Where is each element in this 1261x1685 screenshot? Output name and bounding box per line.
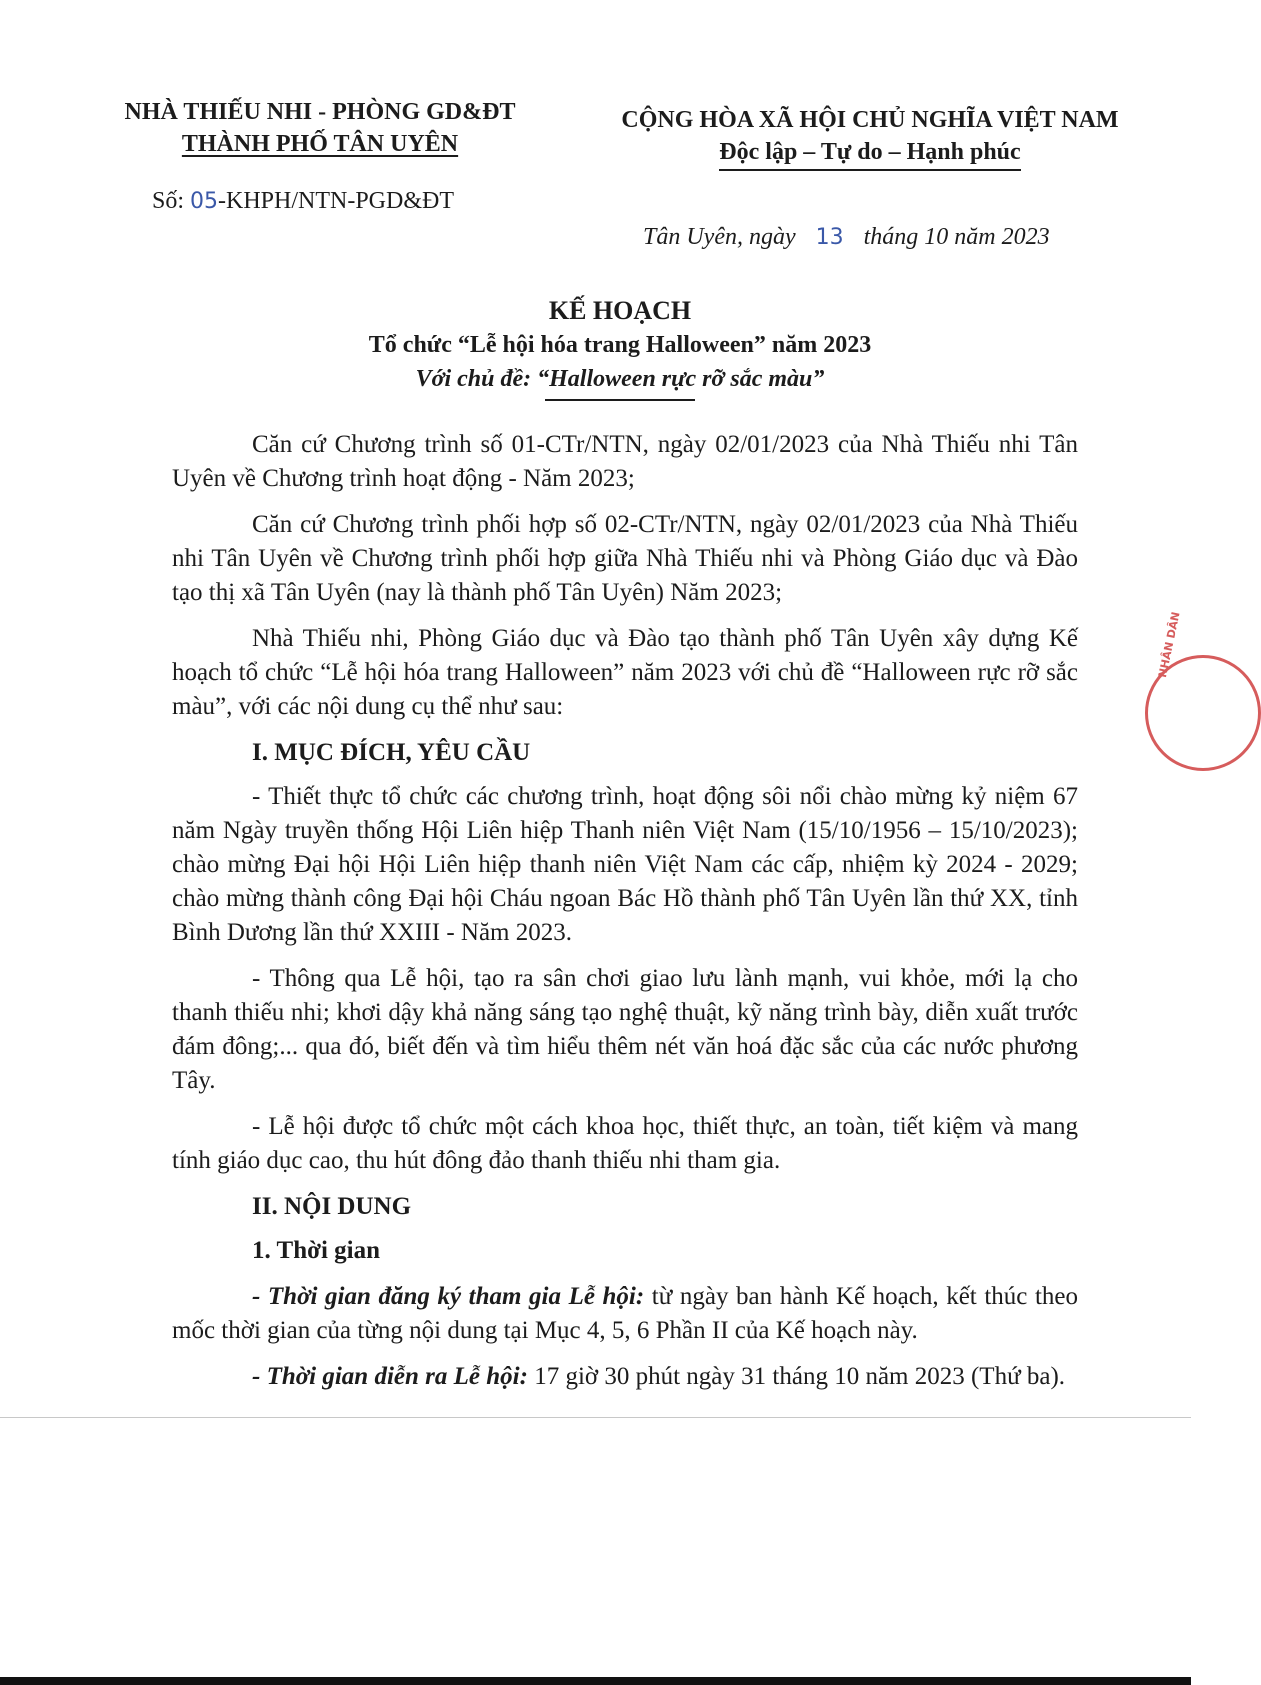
scan-bottom-edge (0, 1677, 1191, 1685)
country-name: CỘNG HÒA XÃ HỘI CHỦ NGHĨA VIỆT NAM (621, 107, 1119, 133)
document-number (152, 188, 454, 215)
title-main: KẾ HOẠCH (548, 296, 692, 325)
document-body (172, 428, 1078, 1406)
registration-time-paragraph (172, 1280, 1078, 1348)
org-line-2-text: THÀNH PHỐ TÂN UYÊN (181, 131, 459, 157)
motto: Độc lập – Tự do – Hạnh phúc (719, 136, 1020, 171)
date-before: Tân Uyên, ngày (643, 224, 796, 250)
basis-paragraph-1: Căn cứ Chương trình số 01-CTr/NTN, ngày 02/01/2023 của Nhà Thiếu nhi Tân Uyên về Chương trình hoạt động - Năm 2023; (172, 431, 1078, 492)
title-subtitle: Tổ chức “Lễ hội hóa trang Halloween” năm 2023 (368, 332, 872, 358)
event-time-text: 17 giờ 30 phút ngày 31 tháng 10 năm 2023 (Thứ ba). (527, 1363, 1066, 1390)
registration-time-text: từ ngày ban hành Kế hoạch, kết thúc theo mốc thời gian của từng nội dung tại Mục 4, 5, 6 Phần II của Kế hoạch này. (172, 1283, 1078, 1344)
subsection-1-heading: 1. Thời gian (252, 1237, 381, 1264)
section-2-heading: II. NỘI DUNG (252, 1193, 412, 1220)
org-line-2 (100, 128, 540, 160)
title-theme: Với chủ đề: “Halloween rực rỡ sắc màu” (415, 366, 825, 392)
event-time-paragraph (172, 1360, 1078, 1394)
org-line-1: NHÀ THIẾU NHI - PHÒNG GD&ĐT (124, 99, 516, 125)
document-title (140, 294, 1100, 401)
purpose-paragraph-2: - Thông qua Lễ hội, tạo ra sân chơi giao lưu lành mạnh, vui khỏe, mới lạ cho thanh thiếu nhi; khơi dậy khả năng sáng tạo nghệ thuật, kỹ năng trình bày, diễn xuất trước đám đông;... qua đó, biết đến và tìm hiểu thêm nét văn hoá đặc sắc của các nước phương Tây. (172, 965, 1078, 1094)
issuing-organization (100, 96, 540, 160)
scan-artifact (0, 1417, 1191, 1418)
event-time-label: - Thời gian diễn ra Lễ hội: (252, 1363, 528, 1390)
doc-number-prefix: Số: (152, 188, 185, 214)
intro-paragraph: Nhà Thiếu nhi, Phòng Giáo dục và Đào tạo thành phố Tân Uyên xây dựng Kế hoạch tổ chức “Lễ hội hóa trang Halloween” năm 2023 với chủ đề “Halloween rực rỡ sắc màu”, với các nội dung cụ thể như sau: (172, 625, 1078, 720)
doc-number-handwritten: 05 (190, 189, 219, 214)
national-header (590, 104, 1150, 171)
section-1-heading: I. MỤC ĐÍCH, YÊU CẦU (252, 739, 531, 766)
date-after: tháng 10 năm 2023 (863, 224, 1050, 250)
motto-line (590, 136, 1150, 171)
purpose-paragraph-3: - Lễ hội được tổ chức một cách khoa học, thiết thực, an toàn, tiết kiệm và mang tính giáo dục cao, thu hút đông đảo thanh thiếu nhi tham gia. (172, 1113, 1078, 1174)
stamp-text: NHÂN DÂN (1156, 610, 1183, 679)
purpose-paragraph-1: - Thiết thực tổ chức các chương trình, hoạt động sôi nổi chào mừng kỷ niệm 67 năm Ngày truyền thống Hội Liên hiệp Thanh niên Việt Nam (15/10/1956 – 15/10/2023); chào mừng Đại hội Hội Liên hiệp thanh niên Việt Nam các cấp, nhiệm kỳ 2024 - 2029; chào mừng thành công Đại hội Cháu ngoan Bác Hồ thành phố Tân Uyên lần thứ XX, tỉnh Bình Dương lần thứ XXIII - Năm 2023. (172, 783, 1078, 946)
red-seal-stamp (1145, 610, 1261, 771)
date-handwritten-day: 13 (815, 225, 844, 250)
basis-paragraph-2: Căn cứ Chương trình phối hợp số 02-CTr/NTN, ngày 02/01/2023 của Nhà Thiếu nhi Tân Uyên về Chương trình phối hợp giữa Nhà Thiếu nhi và Phòng Giáo dục và Đào tạo thị xã Tân Uyên (nay là thành phố Tân Uyên) Năm 2023; (172, 511, 1078, 606)
title-divider (545, 399, 695, 401)
doc-number-suffix: -KHPH/NTN-PGD&ĐT (218, 188, 455, 214)
document-date (643, 224, 1050, 251)
registration-time-label: - Thời gian đăng ký tham gia Lễ hội: (252, 1283, 645, 1310)
